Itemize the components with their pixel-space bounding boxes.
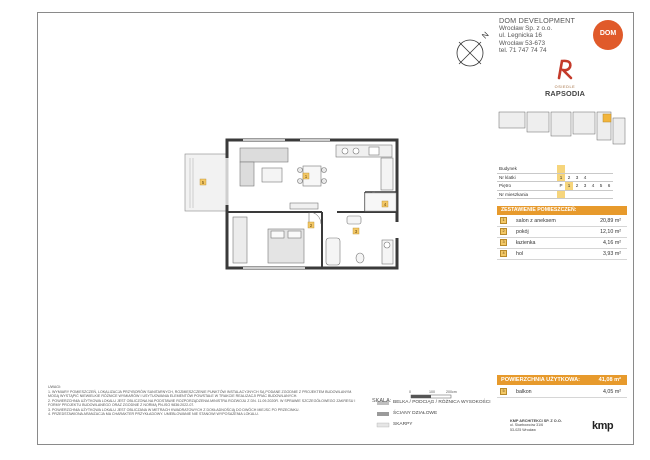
rooms-header: ZESTAWIENIE POMIESZCZEŃ: (497, 206, 627, 215)
cell: 1 (565, 182, 573, 191)
cell: 2 (565, 173, 573, 182)
room-name: salon z aneksem (516, 217, 556, 224)
developer-line2: ul. Legnicka 16 (499, 32, 542, 40)
cell: 6 (605, 182, 613, 191)
note-item: 3. POWIERZCHNIA UŻYTKOWA LOKALU JEST OBLICZANA W METRACH KWADRATOWYCH Z DOKŁADNOŚCIĄ DO DWÓCH MIEJSC PO PRZECINKU. (48, 407, 300, 412)
developer-name: DOM DEVELOPMENT (499, 16, 576, 25)
notes-title: UWAGI: (48, 385, 62, 389)
room-unit: m² (614, 239, 621, 246)
cell: 5 (597, 182, 605, 191)
notes-block (48, 385, 364, 417)
cell: 3 (581, 182, 589, 191)
room-marker-5: 5 (201, 179, 205, 185)
cell: 4 (581, 173, 589, 182)
room-area: 3,93 (603, 250, 614, 257)
room-area: 20,89 (600, 217, 614, 224)
project-osiedle: OSIEDLE (554, 85, 576, 89)
legend-swatches (377, 401, 389, 427)
cell: P (557, 182, 565, 191)
scale-tick-0: 0 (409, 390, 411, 394)
row-label: Nr mieszkania (497, 190, 557, 199)
dom-logo-text: DOM (599, 30, 617, 37)
legend-item-beam: BELKA / PODCIĄG / RÓŻNICA WYSOKOŚCI (393, 400, 491, 405)
cell: 2 (573, 182, 581, 191)
note-item: 4. PRZEDSTAWIONA ARANŻACJA MA CHARAKTER PRZYKŁADOWY. UMEBLOWANIE NIE STANOWI WYPOSAŻENIA LOKALU. (48, 412, 259, 416)
list-item (497, 227, 627, 238)
compass-icon (457, 40, 483, 66)
scale-label: SKALA: (372, 398, 392, 404)
table-row (497, 190, 613, 199)
room-number: 1 (500, 217, 507, 224)
list-item (497, 216, 627, 227)
dom-logo (593, 20, 623, 50)
architect-line1: ul. Skarbowców 31/6 (510, 423, 544, 428)
room-unit: m² (614, 228, 621, 235)
cell: 3 (573, 173, 581, 182)
architect-info (510, 419, 562, 432)
location-table (497, 165, 613, 199)
project-name: RAPSODIA (544, 89, 586, 98)
table-row (497, 165, 613, 173)
legend-item-slopes: SKARPY (393, 422, 413, 427)
room-marker-3: 3 (354, 228, 358, 234)
balcony-name: balkon (516, 388, 532, 395)
usable-area-label: POWIERZCHNIA UŻYTKOWA: (501, 377, 581, 383)
developer-line3: Wrocław 53-673 (499, 39, 546, 47)
balcony-area: 4,05 (603, 388, 614, 395)
legend-item-walls: ŚCIANY DZIAŁOWE (393, 411, 438, 416)
room-marker-2: 2 (309, 222, 313, 228)
room-unit: m² (614, 250, 621, 257)
key-plan (499, 112, 625, 144)
cell: 1 (557, 173, 565, 182)
room-area: 12,10 (600, 228, 614, 235)
room-name: hol (516, 250, 524, 257)
balcony-row (497, 387, 627, 398)
balcony-unit: m² (614, 388, 621, 395)
rapsodia-r-icon (554, 58, 576, 80)
room-number: 4 (500, 250, 507, 257)
developer-line1: Wrocław Sp. z o.o. (499, 24, 553, 32)
hall-area (365, 193, 396, 211)
row-label: Piętro (497, 182, 557, 191)
scale-tick-200: 200cm (446, 390, 457, 394)
row-label: Budynek (497, 165, 557, 173)
scale-tick-100: 100 (429, 390, 435, 394)
cell: 4 (589, 182, 597, 191)
table-row (497, 173, 613, 182)
cell (557, 165, 565, 173)
note-item: 1. WYMIARY POMIESZCZEŃ, LOKALIZACJA PRZYBORÓW SANITARNYCH, ROZMIESZCZENIE PUNKTÓW INSTALACYJNYCH SĄ PODANE ZGODNIE Z PROJEKTEM BUDOWLANYM. MOGĄ WYSTĄPIĆ NIEWIELKIE RÓŻNICE WYMIARÓW I USYTUOWANIA ELEMENTÓW POWSTAŁE W TRAKCIE REALIZACJI PRAC BUDOWLANYCH. (48, 389, 353, 398)
usable-area-value: 41,08 (598, 377, 613, 383)
row-label: Nr klatki (497, 173, 557, 182)
architect-line2: 53-025 Wrocław (510, 427, 536, 432)
developer-phone: tel. 71 747 74 74 (499, 47, 547, 55)
list-item (497, 249, 627, 260)
compass-label: N (480, 30, 491, 41)
cell (557, 190, 565, 199)
note-item: 2. POWIERZCHNIA UŻYTKOWA LOKALU JEST OBLICZONA NA PODSTAWIE ROZPORZĄDZENIA MINISTRA ROZWOJU Z DN. 11.09.2020R. W SPRAWIE SZCZEGÓŁOWEGO ZAKRESU I FORMY PROJEKTU BUDOWLANEGO ORAZ ZGODNIE Z NORMĄ PN-ISO 9836:2022-07. (48, 398, 356, 407)
architect-name: KMP ARCHITEKCI SP. Z O.O. (510, 419, 562, 423)
kmp-logo: kmp (592, 420, 614, 432)
scale-bar (411, 395, 451, 398)
room-marker-4: 4 (383, 201, 387, 207)
room-number: 3 (500, 239, 507, 246)
room-name: pokój (516, 228, 529, 235)
list-item (497, 238, 627, 249)
room-area: 4,16 (603, 239, 614, 246)
usable-area-bar (497, 375, 627, 385)
balcony-number: 5 (500, 388, 507, 395)
table-row (497, 182, 613, 191)
usable-area-unit: m² (614, 377, 621, 383)
rapsodia-logo (540, 58, 590, 98)
developer-info (499, 17, 575, 55)
room-number: 2 (500, 228, 507, 235)
room-name: łazienka (516, 239, 536, 246)
room-marker-1: 1 (304, 173, 308, 179)
room-unit: m² (614, 217, 621, 224)
